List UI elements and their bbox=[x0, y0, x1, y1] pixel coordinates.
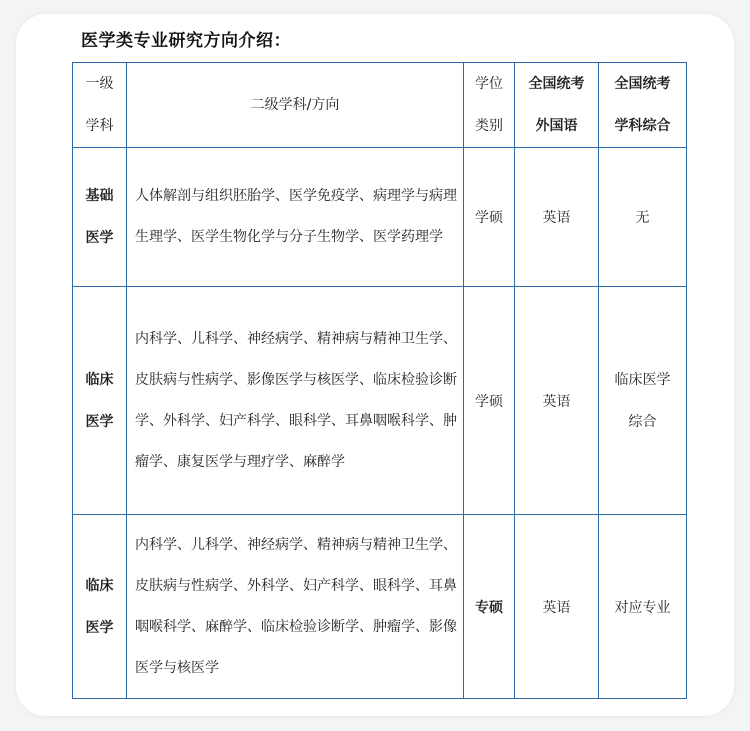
header-level1: 一级学科 bbox=[73, 63, 127, 148]
degree-cell: 学硕 bbox=[464, 287, 515, 515]
page-title: 医学类专业研究方向介绍： bbox=[81, 31, 291, 51]
discipline-cell: 临床医学 bbox=[73, 287, 127, 515]
foreign-language-cell: 英语 bbox=[515, 148, 599, 287]
foreign-language-cell: 英语 bbox=[515, 287, 599, 515]
degree-cell: 专硕 bbox=[464, 515, 515, 699]
discipline-cell: 基础医学 bbox=[73, 148, 127, 287]
major-table bbox=[72, 62, 687, 699]
discipline-cell: 临床医学 bbox=[73, 515, 127, 699]
comprehensive-cell: 临床医学综合 bbox=[599, 287, 687, 515]
foreign-language-cell: 英语 bbox=[515, 515, 599, 699]
table-row bbox=[73, 148, 687, 287]
table-row bbox=[73, 515, 687, 699]
header-comprehensive: 全国统考学科综合 bbox=[599, 63, 687, 148]
table-row bbox=[73, 287, 687, 515]
header-row bbox=[73, 63, 687, 148]
fields-cell: 人体解剖与组织胚胎学、医学免疫学、病理学与病理生理学、医学生物化学与分子生物学、医学药理学 bbox=[127, 148, 464, 287]
header-level2: 二级学科/方向 bbox=[127, 63, 464, 148]
comprehensive-cell: 无 bbox=[599, 148, 687, 287]
header-foreign: 全国统考外国语 bbox=[515, 63, 599, 148]
fields-cell: 内科学、儿科学、神经病学、精神病与精神卫生学、皮肤病与性病学、影像医学与核医学、临床检验诊断学、外科学、妇产科学、眼科学、耳鼻咽喉科学、肿瘤学、康复医学与理疗学、麻醉学 bbox=[127, 287, 464, 515]
fields-cell: 内科学、儿科学、神经病学、精神病与精神卫生学、皮肤病与性病学、外科学、妇产科学、眼科学、耳鼻咽喉科学、麻醉学、临床检验诊断学、肿瘤学、影像医学与核医学 bbox=[127, 515, 464, 699]
degree-cell: 学硕 bbox=[464, 148, 515, 287]
header-degree: 学位类别 bbox=[464, 63, 515, 148]
comprehensive-cell: 对应专业 bbox=[599, 515, 687, 699]
